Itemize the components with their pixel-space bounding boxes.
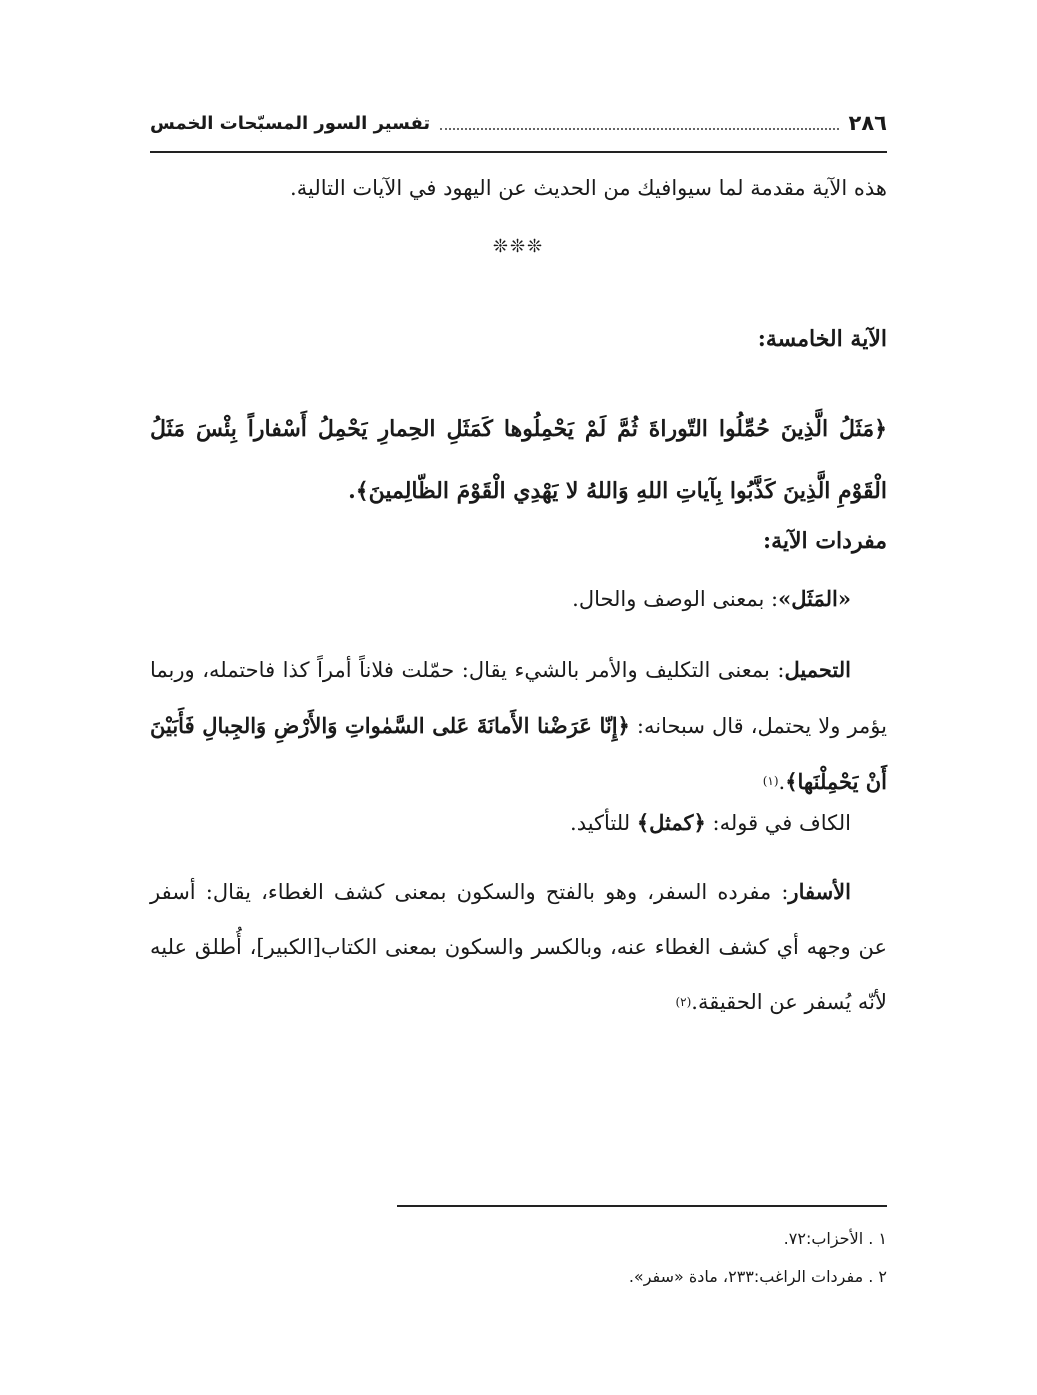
running-header: [150, 108, 887, 148]
footnote-ref-1[interactable]: (١): [762, 774, 779, 788]
book-title: تفسير السور المسبّحات الخمس: [150, 112, 431, 134]
vocab-heading: مفردات الآية:: [762, 528, 887, 554]
def-tahmil-end: .: [778, 770, 786, 794]
footnote-ref-2[interactable]: (٢): [675, 995, 692, 1009]
entry-kaf: [150, 810, 887, 835]
term-asfar: الأسفار: [788, 879, 851, 904]
def-asfar: : مفرده السفر، وهو بالفتح والسكون بمعنى كشف الغطاء، يقال: أسفر عن وجهه أي كشف الغطاء عنه، وبالكسر والسكون بمعنى الكتاب[الكبير]، أُطلق عليه لأنّه يُسفر عن الحقيقة.: [150, 880, 887, 1014]
kaf-end: للتأكيد.: [570, 811, 637, 835]
term-kamathal: ﴿كمثل﴾: [636, 810, 706, 835]
quran-verse: ﴿مَثَلُ الَّذِينَ حُمِّلُوا التّوراةَ ثُمَّ لَمْ يَحْمِلُوها كَمَثَلِ الحِمارِ يَحْمِلُ أَسْفاراً بِئْسَ مَثَلُ الْقَوْمِ الَّذِينَ كَذَّبُوا بِآياتِ اللهِ وَاللهُ لا يَهْدِي الْقَوْمَ الظّالِمينَ﴾.: [150, 416, 887, 504]
section-heading: الآية الخامسة:: [757, 326, 887, 352]
def-tahmil: : بمعنى التكليف والأمر بالشيء يقال: حمّلت فلاناً أمراً كذا فاحتمله، وربما يؤمر ولا يحتمل، قال سبحانه:: [150, 658, 887, 738]
footnotes: [400, 1220, 887, 1296]
header-rule: [150, 151, 887, 153]
kaf-text: الكاف في قوله:: [705, 811, 851, 835]
entry-tahmil: [150, 642, 887, 810]
intro-paragraph: هذه الآية مقدمة لما سيوافيك من الحديث عن اليهود في الآيات التالية.: [290, 176, 887, 200]
page-number: ٢٨٦: [848, 111, 887, 135]
verse-ahzab: ﴿إِنّا عَرَضْنا الأَمانَةَ عَلى السَّمٰواتِ وَالأَرْضِ وَالجِبالِ فَأَبَيْنَ أَنْ يَحْمِلْنَها﴾: [150, 713, 887, 794]
section-separator: ❊❊❊: [492, 236, 545, 257]
term-tahmil: التحميل: [784, 657, 851, 682]
entry-asfar: [150, 864, 887, 1030]
footnote-2: ٢ . مفردات الراغب:٢٣٣، مادة «سفر».: [628, 1267, 887, 1286]
entry-mathal: [150, 586, 887, 611]
header-row: [150, 108, 887, 138]
def-mathal: : بمعنى الوصف والحال.: [572, 587, 779, 611]
footnote-rule: [397, 1205, 887, 1207]
dotted-leader: [440, 116, 838, 130]
term-mathal: «المَثَل»: [778, 586, 851, 611]
footnote-1: ١ . الأحزاب:٧٢.: [783, 1229, 887, 1248]
